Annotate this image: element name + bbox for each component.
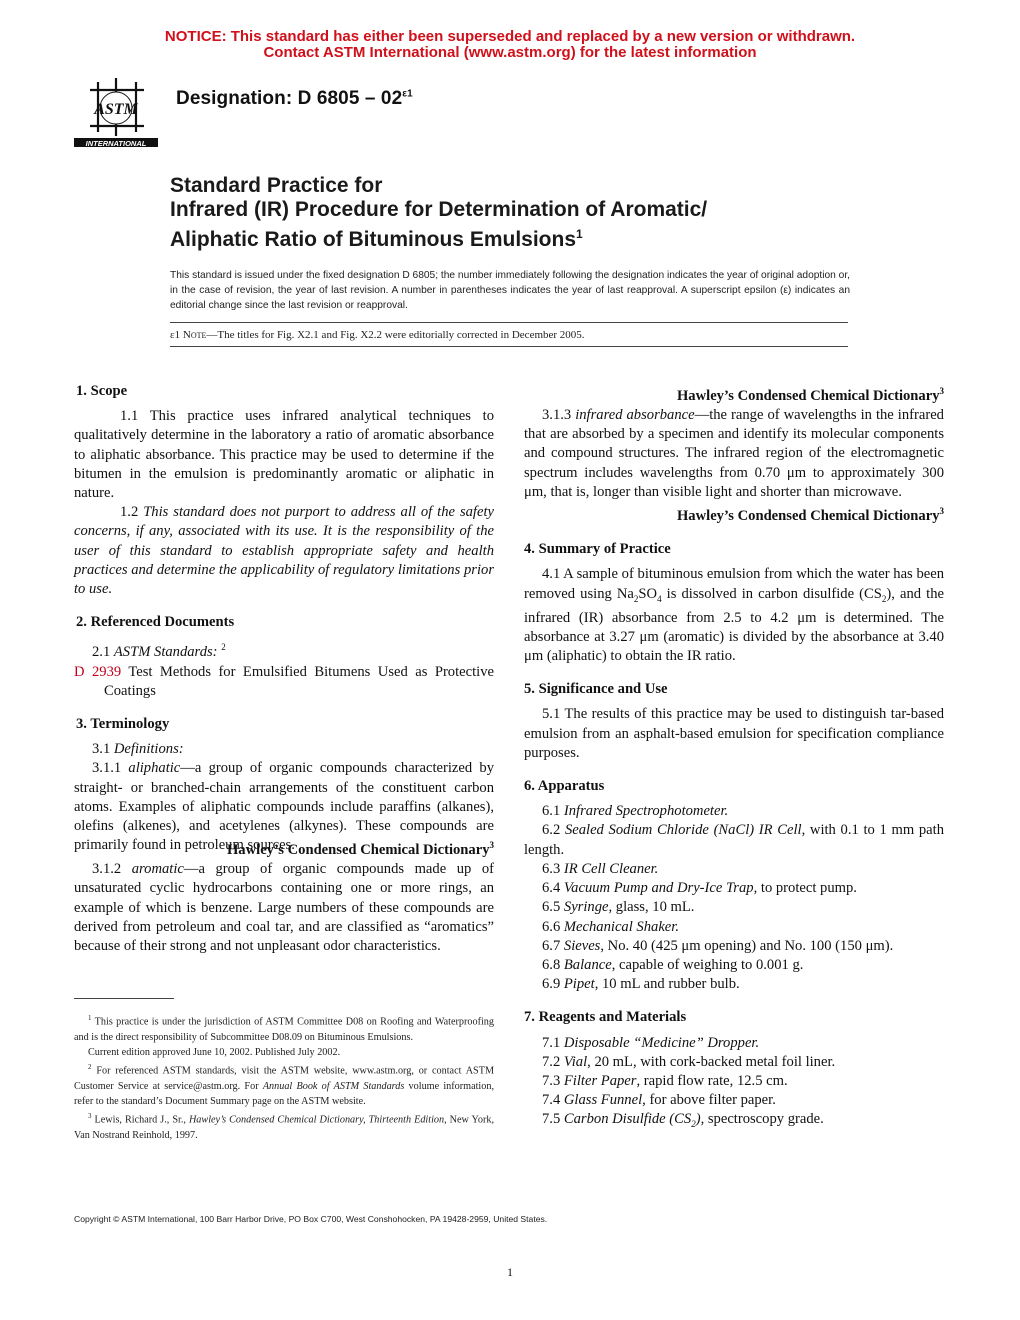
footnote-1b: Current edition approved June 10, 2002. Published July 2002. — [88, 1046, 341, 1058]
section-1-2: 1.2 This standard does not purport to address all of the safety concerns, if any, associated with its use. It is the responsibility of the user of this standard to establish appropriate safety and health practices and determine the applicability of regulatory limitations prior to use. — [74, 504, 494, 598]
d2939-link[interactable]: D 2939 — [74, 663, 122, 680]
footnote-3: $^3$ Lewis, Richard J., Sr., Hawley’s Condensed Chemical Dictionary, Thirteenth Edition, New York, Van Nostrand Reinhold, 1997. — [74, 1112, 495, 1141]
section-5-1: 5.1 The results of this practice may be used to distinguish tar-based emulsion from an asphalt-based emulsion for specification compliance purposes. — [524, 706, 944, 761]
apparatus-item: 6.4 Vacuum Pump and Dry-Ice Trap, to protect pump. — [542, 880, 857, 897]
intro-divider-bottom — [170, 346, 848, 347]
apparatus-list — [524, 802, 944, 994]
intro-paragraph: This standard is issued under the fixed designation D 6805; the number immediately following the designation indicates the year of original adoption or, in the case of revision, the year of last revision. A number in parentheses indicates the year of last reapproval. A superscript epsilon (ε) indicates an editorial change since the last revision or reapproval. — [170, 270, 850, 312]
title-line-2: Infrared (IR) Procedure for Determination of Aromatic/ — [170, 198, 708, 221]
epsilon-note-label: Note — [182, 329, 207, 341]
logo-text: ASTM — [94, 101, 138, 118]
source-citation-1: Hawley’s Condensed Chemical Dictionary$^3$ — [226, 840, 494, 858]
apparatus-item: 6.5 Syringe, glass, 10 mL. — [542, 899, 695, 916]
apparatus-item: 6.2 Sealed Sodium Chloride (NaCl) IR Cell, with 0.1 to 1 mm path length. — [524, 822, 945, 858]
apparatus-item: 6.7 Sieves, No. 40 (425 μm opening) and No. 100 (150 μm). — [542, 937, 894, 954]
footnote-2: $^2$ For referenced ASTM standards, visit the ASTM website, www.astm.org, or contact ASTM Customer Service at service@astm.org. For Annual Book of ASTM Standards volume information, refer to the standard’s Document Summary page on the ASTM website. — [74, 1063, 494, 1107]
apparatus-item: 6.3 IR Cell Cleaner. — [542, 860, 659, 877]
section-4-1: 4.1 A sample of bituminous emulsion from which the water has been removed using $Na_2SO_4$ is dissolved in carbon disulfide $(CS_2)$, and the infrared (IR) absorbance from 2.5 to 4.2 μm is determined. The absorbance at 3.27 μm (aromatic) is divided by the absorbance at 3.40 μm (aliphatic) to obtain the IR ratio. — [524, 566, 944, 665]
title-line-1: Standard Practice for — [170, 174, 383, 197]
section-4-heading: 4. Summary of Practice — [524, 541, 671, 558]
designation-sup: ε1 — [402, 88, 413, 100]
section-3-1-2: 3.1.2 aromatic—a group of organic compounds made up of unsaturated cyclic hydrocarbons containing one or more rings, an example of which is benzene. Large numbers of these compounds are derived from petroleum and coal tar, and are classified as “aromatics” because of their strong and not unpleasant odor characteristics. — [74, 861, 494, 955]
referenced-document-d2939: D 2939 Test Methods for Emulsified Bitumens Used as Protective Coatings — [74, 663, 494, 699]
footnotes — [74, 1011, 494, 1143]
section-3-heading: 3. Terminology — [76, 715, 170, 732]
document-title — [170, 174, 707, 252]
title-line-3: Aliphatic Ratio of Bituminous Emulsions — [170, 228, 577, 251]
designation-label: Designation: D 6805 – 02 — [176, 88, 403, 109]
section-7-heading: 7. Reagents and Materials — [524, 1009, 687, 1026]
apparatus-item: 6.8 Balance, capable of weighing to 0.001 g. — [542, 956, 804, 973]
notice-line-2: Contact ASTM International (www.astm.org) for the latest information — [263, 44, 757, 61]
notice-line-1: NOTICE: This standard has either been superseded and replaced by a new version or withdrawn. — [164, 28, 856, 45]
section-1-heading: 1. Scope — [76, 383, 128, 399]
copyright-notice: Copyright © ASTM International, 100 Barr Harbor Drive, PO Box C700, West Conshohocken, PA 19428-2959, United States. — [74, 1214, 548, 1224]
designation — [176, 88, 413, 110]
epsilon-note — [170, 329, 585, 341]
reagent-item: 7.4 Glass Funnel, for above filter paper. — [542, 1092, 776, 1109]
apparatus-item: 6.1 Infrared Spectrophotometer. — [542, 803, 729, 820]
footnote-1: $^1$ This practice is under the jurisdiction of ASTM Committee D08 on Roofing and Waterproofing and is the direct responsibility of Subcommittee D08.09 on Bituminous Emulsions. — [74, 1014, 494, 1043]
section-6-heading: 6. Apparatus — [524, 778, 605, 795]
reagents-list — [524, 1034, 944, 1111]
epsilon-mark: ε1 — [170, 329, 181, 341]
page-number: 1 — [507, 1265, 513, 1279]
reagent-item: 7.2 Vial, 20 mL, with cork-backed metal foil liner. — [542, 1053, 836, 1070]
section-2-heading: 2. Referenced Documents — [76, 614, 235, 631]
astm-international-logo-icon — [70, 76, 162, 150]
title-sup: 1 — [576, 227, 583, 241]
safety-statement: This standard does not purport to address all of the safety concerns, if any, associated with its use. It is the responsibility of the user of this standard to establish appropriate safety and health practices and determine the applicability of regulatory limitations prior to use. — [74, 504, 494, 598]
logo-subtext: INTERNATIONAL — [85, 139, 147, 148]
right-column — [524, 382, 944, 1134]
apparatus-item: 6.6 Mechanical Shaker. — [542, 918, 679, 935]
section-1-1: 1.1 This practice uses infrared analytical techniques to qualitatively determine in the laboratory a ratio of aromatic absorbance to aliphatic absorbance. This practice may be used to determine if the bitumen in the emulsion is predominantly aromatic or aliphatic in nature. — [74, 408, 494, 502]
reagent-item: 7.3 Filter Paper, rapid flow rate, 12.5 cm. — [542, 1072, 788, 1089]
intro-divider-top — [170, 322, 848, 323]
footnote-divider — [74, 998, 174, 999]
astm-logo — [70, 76, 162, 150]
epsilon-note-text: —The titles for Fig. X2.1 and Fig. X2.2 were editorially corrected in December 2005. — [206, 329, 585, 341]
section-5-heading: 5. Significance and Use — [524, 681, 668, 698]
section-3-1-3: 3.1.3 infrared absorbance—the range of wavelengths in the infrared that are absorbed by a specimen and identify its molecular components and compound structures. The infrared region of the electromagnetic spectrum includes wavelengths from 0.70 μm to approximately 300 μm, that is, longer than visible light and shorter than microwave. — [524, 407, 944, 500]
reagent-item-7-5: 7.5 Carbon Disulfide $(CS_2)$, spectroscopy grade. — [542, 1111, 824, 1130]
reagent-item: 7.1 Disposable “Medicine” Dropper. — [542, 1034, 760, 1051]
apparatus-item: 6.9 Pipet, 10 mL and rubber bulb. — [542, 976, 740, 993]
section-3-1-1: 3.1.1 aliphatic—a group of organic compounds characterized by straight- or branched-chain arrangements of the constituent carbon atoms. Examples of aliphatic compounds include paraffins (alkanes), olefins (alkenes), and acetylenes (alkynes). These compounds are primarily found in petroleum sources. — [74, 760, 494, 854]
section-3-1: 3.1 Definitions: — [92, 741, 184, 758]
section-2-1: 2.1 ASTM Standards: $^2$ — [92, 642, 226, 661]
left-column — [74, 382, 494, 956]
source-citation-3: Hawley’s Condensed Chemical Dictionary$^3$ — [676, 506, 944, 524]
source-citation-2: Hawley’s Condensed Chemical Dictionary$^3$ — [676, 386, 944, 404]
